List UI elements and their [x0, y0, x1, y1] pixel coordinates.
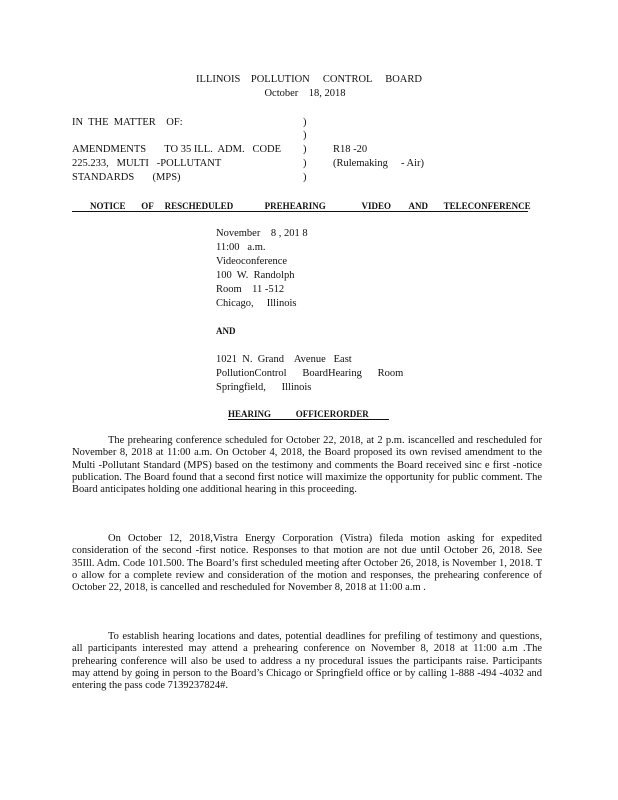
in-the-matter-label: IN THE MATTER OF: — [72, 117, 183, 128]
caption-line-2: 225.233, MULTI -POLLUTANT — [72, 158, 222, 169]
caption-line-3: STANDARDS (MPS) — [72, 172, 181, 183]
address2-room: PollutionControl BoardHearing Room — [216, 368, 404, 379]
docket-number: R18 -20 — [333, 144, 368, 155]
caption-line-1: AMENDMENTS TO 35 ILL. ADM. CODE — [72, 144, 282, 155]
paragraph-3 — [72, 631, 542, 692]
caption-paren: ) — [303, 172, 307, 183]
paragraph-2-text: On October 12, 2018,Vistra Energy Corporation (Vistra) fileda motion asking for expedited consideration of the second -first notice. Responses to that motion are not due until October 26, 2018. See 35Ill. Adm. Code 101.500. The Board’s first scheduled meeting after October 26, 2018, is November 1, 2018. T o allow for a complete review and consideration of the motion and responses, the prehearing conference of October 22, 2018, is cancelled and rescheduled for November 8, 2018 at 11:00 a.m . — [72, 533, 542, 594]
address-room: Room 11 -512 — [216, 284, 285, 295]
order-date: October 18, 2018 — [264, 88, 346, 99]
docket-type: (Rulemaking - Air) — [333, 158, 424, 169]
caption-paren: ) — [303, 158, 307, 169]
address-city: Chicago, Illinois — [216, 298, 297, 309]
board-title: ILLINOIS POLLUTION CONTROL BOARD — [196, 74, 422, 85]
and-label: AND — [216, 326, 236, 336]
caption-paren: ) — [303, 130, 307, 141]
notice-title: NOTICE OF RESCHEDULED PREHEARING VIDEO AND TELECONFERENCE — [90, 201, 531, 211]
hearing-mode: Videoconference — [216, 256, 288, 267]
address2-city: Springfield, Illinois — [216, 382, 312, 393]
paragraph-3-text: To establish hearing locations and dates, potential deadlines for prefiling of testimony and questions, all participants interested may attend a prehearing conference on November 8, 2018 at 11:00 a.m .The prehearing conference will also be used to address a ny procedural issues the participants raise. Participants may attend by going in person to the Board’s Chicago or Springfield office or by calling 1-888 -494 -4032 and entering the pass code 7139237824#. — [72, 631, 542, 692]
address2-street: 1021 N. Grand Avenue East — [216, 354, 352, 365]
caption-paren: ) — [303, 117, 307, 128]
order-title: HEARING OFFICERORDER — [228, 409, 369, 419]
notice-title-underline — [72, 211, 528, 212]
address-street: 100 W. Randolph — [216, 270, 295, 281]
paragraph-2 — [72, 533, 542, 594]
paragraph-1 — [72, 435, 542, 496]
hearing-date: November 8 , 201 8 — [216, 228, 308, 239]
order-title-underline — [228, 419, 389, 420]
paragraph-1-text: The prehearing conference scheduled for October 22, 2018, at 2 p.m. iscancelled and rescheduled for November 8, 2018 at 11:00 a.m. On October 4, 2018, the Board proposed its own revised amendment to the Multi -Pollutant Standard (MPS) based on the testimony and comments the Board received sinc e first -notice publication. The Board found that a second first notice will maximize the opportunity for public comment. The Board anticipates holding one additional hearing in this proceeding. — [72, 435, 542, 496]
hearing-time: 11:00 a.m. — [216, 242, 266, 253]
caption-paren: ) — [303, 144, 307, 155]
